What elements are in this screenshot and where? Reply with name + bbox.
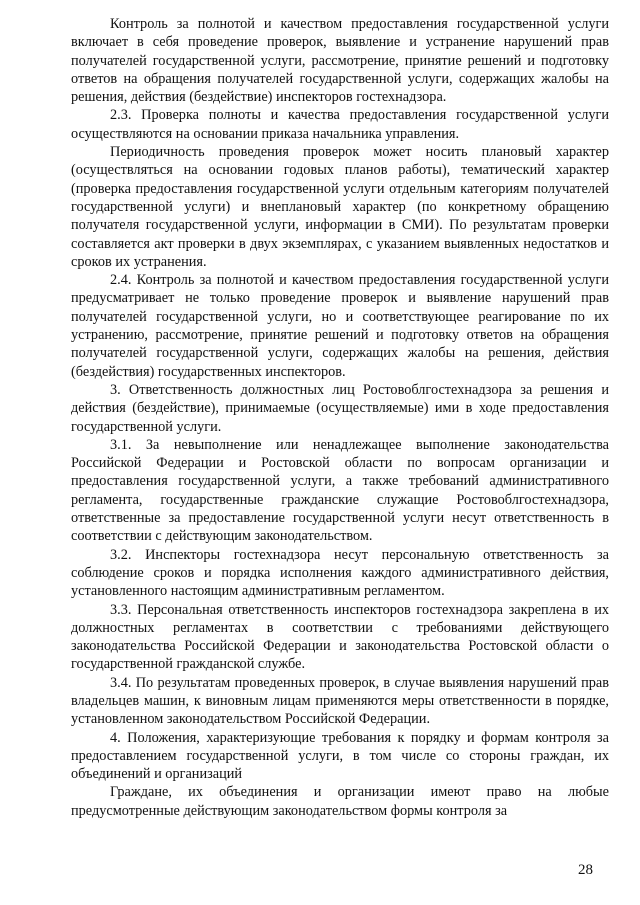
page-number: 28 <box>578 862 593 878</box>
paragraph-periodicity: Периодичность проведения проверок может носить плановый характер (осуществляться на основании годовых планов работы), тематический характер (проверка предоставления государственной услуги отдельным категориям получателей государственной услуги) и внеплановый характер (по конкретному обращению получателя государственной услуги, информации в СМИ). По результатам проверки составляется акт проверки в двух экземплярах, с указанием выявленных недостатков и сроков их устранения. <box>71 144 609 270</box>
paragraph-3-1: 3.1. За невыполнение или ненадлежащее выполнение законодательства Российской Федерации и Ростовской области по вопросам организации и предоставления государственной услуги, а также требований административного регламента, государственные гражданские служащие Ростовоблгостехнадзора, ответственные за предоставление государственной услуги несут ответственность в соответствии с действующим законодательством. <box>71 436 609 545</box>
paragraph-3-heading: 3. Ответственность должностных лиц Ростовоблгостехнадзора за решения и действия (бездействие), принимаемые (осуществляемые) ими в ходе предоставления государственной услуги. <box>71 381 609 435</box>
paragraph-control-scope: Контроль за полнотой и качеством предоставления государственной услуги включает в себя проведение проверок, выявление и устранение нарушений прав получателей государственной услуги, рассмотрение, принятие решений и подготовку ответов на обращения получателей государственной услуги, содержащих жалобы на решения, действия (бездействие) инспекторов гостехнадзора. <box>71 16 609 106</box>
paragraph-2-3: 2.3. Проверка полноты и качества предоставления государственной услуги осуществляются на основании приказа начальника управления. <box>71 107 609 142</box>
paragraph-2-4: 2.4. Контроль за полнотой и качеством предоставления государственной услуги предусматривает не только проведение проверок и выявление нарушений прав получателей государственной услуги, но и соответствующее реагирование по их устранению, рассмотрение, принятие решений и подготовку ответов на обращения получателей государственной услуги, содержащих жалобы на решения, действия (бездействия) государственных инспекторов. <box>71 272 609 380</box>
paragraph-3-2: 3.2. Инспекторы гостехнадзора несут персональную ответственность за соблюдение сроков и порядка исполнения каждого административного действия, установленного настоящим административным регламентом. <box>71 546 609 600</box>
paragraph-citizens: Граждане, их объединения и организации имеют право на любые предусмотренные действующим законодательством формы контроля за <box>71 784 609 819</box>
paragraph-4-heading: 4. Положения, характеризующие требования к порядку и формам контроля за предоставлением государственной услуги, в том числе со стороны граждан, их объединений и организаций <box>71 729 609 783</box>
document-page <box>71 15 609 820</box>
paragraph-3-3: 3.3. Персональная ответственность инспекторов гостехнадзора закреплена в их должностных регламентах в соответствии с требованиями действующего законодательства Российской Федерации и законодательства Ростовской области о государственной гражданской службе. <box>71 601 609 673</box>
paragraph-3-4: 3.4. По результатам проведенных проверок, в случае выявления нарушений прав владельцев машин, к виновным лицам применяются меры ответственности в порядке, установленном законодательством Российской Федерации. <box>71 674 609 728</box>
